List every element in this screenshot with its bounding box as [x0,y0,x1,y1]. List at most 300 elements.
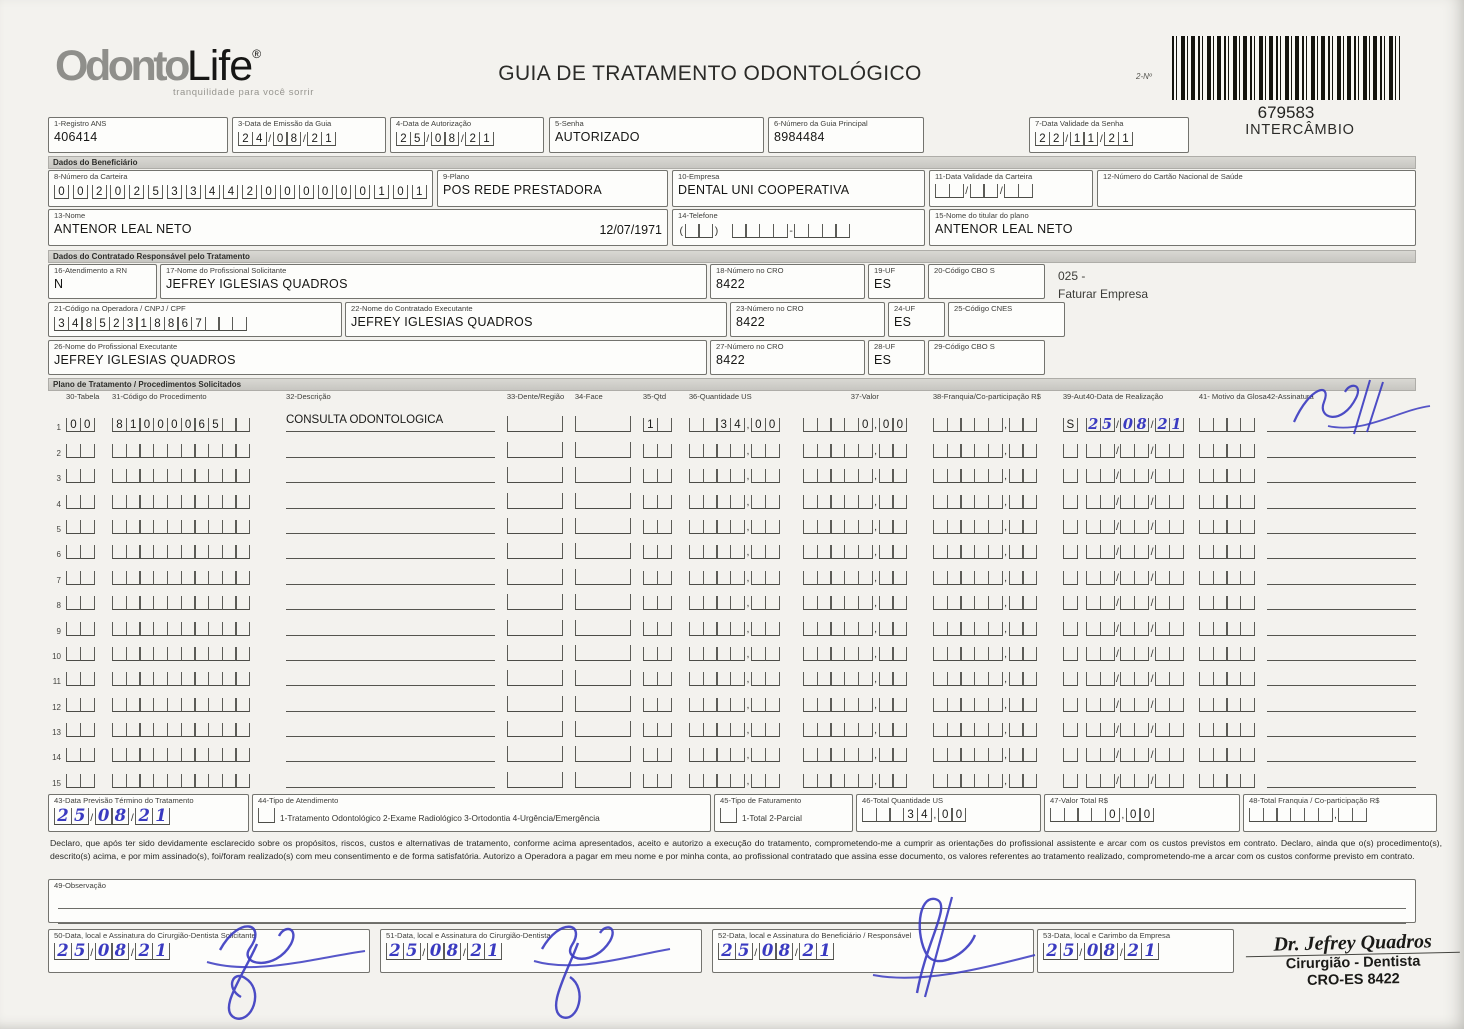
digit-cell: 2 [54,808,72,825]
digit-cell [1063,723,1078,737]
separator: / [1116,419,1119,432]
digit-cell [1063,545,1078,559]
digit-cell [858,672,873,686]
field-19-uf[interactable] [868,264,925,299]
valor-boxes [803,698,927,712]
digit-cell [892,495,907,509]
digit-cell: 0 [95,943,113,960]
field-value: N [54,276,64,291]
field-28-uf[interactable] [868,340,925,375]
digit-cell [1240,698,1255,712]
digit-cell: 0 [299,185,314,199]
digit-boxes [54,185,427,199]
separator: / [1150,597,1154,610]
field-20-codigo-cbo[interactable] [928,264,1045,299]
separator: / [1150,774,1154,787]
digit-cell [1022,495,1037,509]
separator: / [1099,132,1103,145]
motivo-glosa-boxes [1199,596,1261,610]
row-number: 5 [56,524,61,534]
assinatura-cell[interactable] [1267,694,1416,712]
digit-cell: 0 [181,418,196,432]
field-22-contratado-executante[interactable] [345,302,727,337]
table-row[interactable] [48,686,1416,711]
codigo-boxes [112,495,276,509]
field-6-numero-guia-principal[interactable] [768,117,924,153]
descricao-line [286,770,495,788]
row-number: 10 [52,651,61,661]
field-21-codigo-operadora[interactable] [48,302,342,337]
qtd-boxes [643,622,681,636]
table-row[interactable] [48,712,1416,737]
digit-cell [1240,647,1255,661]
dentist-stamp [1245,930,1460,991]
assinatura-cell[interactable] [1267,541,1416,559]
digit-cell [765,647,780,661]
digit-cell [988,723,1003,737]
field-16-atendimento-rn[interactable] [48,264,157,299]
field-value: DENTAL UNI COOPERATIVA [678,182,850,197]
face-box [575,467,631,483]
table-row[interactable] [48,585,1416,610]
billing-note-code: 025 - [1058,269,1086,283]
digit-cell [657,596,672,610]
digit-cell [765,545,780,559]
separator: / [1116,749,1119,762]
digit-cell: 5 [95,317,110,331]
separator: / [1079,946,1083,959]
digit-cell: 0 [66,418,81,432]
digit-cell [892,647,907,661]
digit-cell [657,774,672,788]
digit-cell [1022,469,1037,483]
field-14-telefone[interactable] [672,209,925,246]
digit-cell: 0 [95,808,113,825]
field-12-cartao-nacional-saude[interactable] [1097,170,1416,207]
field-29-codigo-cbo[interactable] [928,340,1045,375]
assinatura-cell[interactable] [1267,643,1416,661]
franquia-boxes [933,723,1057,737]
valor-boxes [803,545,927,559]
digit-cell [1134,495,1149,509]
field-51-assinatura-dentista[interactable] [380,929,702,973]
digit-cell [892,748,907,762]
quantidade-us-boxes [689,672,797,686]
motivo-glosa-boxes [1199,495,1261,509]
barcode-number: 679583 [1257,103,1315,122]
field-17-profissional-solicitante[interactable] [160,264,707,299]
tipo-atendimento-options: 1-Tratamento Odontológico 2-Exame Radiológico 3-Ortodontia 4-Urgência/Emergência [280,812,600,823]
digit-cell: 6 [177,317,192,331]
digit-cell: 2 [135,808,153,825]
aut-box [1063,571,1081,585]
digit-cell: 2 [799,943,817,960]
dente-box [507,442,563,458]
row-number: 9 [56,626,61,636]
field-10-empresa[interactable] [672,170,925,207]
separator: / [1150,622,1154,635]
digit-cell [773,224,788,238]
separator: , [1004,774,1008,787]
descricao-line [286,541,495,559]
dente-box [507,772,563,788]
table-row[interactable] [48,737,1416,762]
field-value: 8422 [716,276,746,291]
digit-cell [1134,545,1149,559]
col-header-data-realizacao: 40-Data de Realização [1085,392,1164,401]
digit-cell [730,495,745,509]
digit-cell [765,774,780,788]
guide-number-label: 2-Nº [1136,72,1152,81]
table-row[interactable] [48,432,1416,457]
separator: , [746,673,750,686]
table-row[interactable] [48,762,1416,787]
digit-cell [235,622,250,636]
separator: / [1116,622,1119,635]
face-box [575,620,631,636]
separator: , [1334,808,1337,821]
field-label: 4-Data de Autorização [396,120,472,128]
digit-cell: 8 [1100,943,1118,960]
separator: / [90,811,94,824]
digit-cell: 1 [1169,418,1184,432]
digit-cell: 2 [238,132,253,146]
digit-cell: 0 [1084,943,1102,960]
tipo-faturamento-checkbox[interactable] [720,808,737,823]
field-1-registro-ans[interactable] [48,117,228,153]
tipo-atendimento-checkbox[interactable] [258,808,275,823]
table-row[interactable] [48,559,1416,584]
table-row[interactable] [48,610,1416,635]
assinatura-cell[interactable] [1267,516,1416,534]
face-box [575,543,631,559]
digit-cell [1063,647,1078,661]
assinatura-line [1267,465,1416,483]
assinatura-cell[interactable] [1267,567,1416,585]
digit-cell [730,596,745,610]
digit-cell: 1 [412,185,427,199]
digit-cell [858,596,873,610]
digit-cell [80,596,95,610]
digit-cell [1240,520,1255,534]
descricao-line [286,694,495,712]
separator: , [746,749,750,762]
franquia-boxes [933,444,1057,458]
field-46-total-quantidade-us[interactable] [856,794,1041,832]
codigo-boxes [112,520,276,534]
digit-cell: 8 [112,418,127,432]
digit-cell [698,224,713,238]
field-23-numero-cro[interactable] [730,302,885,337]
field-11-data-validade-carteira[interactable] [929,170,1093,207]
qtd-boxes [643,418,681,432]
digit-cell: 8 [111,808,129,825]
digit-cell: 8 [444,132,459,146]
digit-cell: 1 [816,943,834,960]
digit-cell [1240,774,1255,788]
assinatura-line [1267,440,1416,458]
digit-cell [1100,647,1115,661]
assinatura-line [1267,516,1416,534]
assinatura-cell[interactable] [1267,770,1416,788]
motivo-glosa-boxes [1199,672,1261,686]
assinatura-cell[interactable] [1267,719,1416,737]
digit-cell: 0 [938,808,953,822]
field-label: 5-Senha [555,120,584,128]
assinatura-cell[interactable] [1267,668,1416,686]
qtd-boxes [643,520,681,534]
beneficiary-birthdate: 12/07/1971 [599,222,662,237]
digit-boxes [1249,808,1367,822]
digit-cell: 8 [81,317,96,331]
digit-cell: 0 [892,418,907,432]
tabela-boxes [66,545,104,559]
assinatura-cell[interactable] [1267,414,1416,432]
digit-cell [1100,571,1115,585]
digit-cell [988,418,1003,432]
digit-boxes [935,184,1033,198]
quantidade-us-boxes [689,571,797,585]
field-13-nome[interactable] [48,209,668,246]
data-realizacao-boxes [1086,774,1194,788]
franquia-boxes [933,672,1057,686]
digit-cell: 1 [643,418,658,432]
separator: , [746,444,750,457]
assinatura-line [1267,694,1416,712]
digit-cell [765,520,780,534]
digit-cell [858,545,873,559]
field-value: 406414 [54,129,98,144]
tabela-boxes [66,444,104,458]
descricao-line [286,668,495,686]
digit-cell [892,723,907,737]
aut-box [1063,647,1081,661]
field-24-uf[interactable] [888,302,945,337]
descricao-line [286,567,495,585]
motivo-glosa-boxes [1199,622,1261,636]
assinatura-cell[interactable] [1267,491,1416,509]
table-row[interactable] [48,509,1416,534]
codigo-boxes [112,647,276,661]
qtd-boxes [643,469,681,483]
franquia-boxes [933,469,1057,483]
digit-cell: 1 [152,808,170,825]
tabela-boxes [66,723,104,737]
digit-cell [1169,520,1184,534]
separator: , [1004,419,1008,432]
data-realizacao-boxes [1086,444,1194,458]
digit-cell: 4 [252,132,267,146]
digit-cell: 0 [1105,808,1120,822]
digit-cell [765,571,780,585]
field-47-valor-total[interactable] [1044,794,1240,832]
digit-cell: 8 [164,317,179,331]
field-label: 7-Data Validade da Senha [1035,120,1124,128]
quantidade-us-boxes [689,596,797,610]
digit-cell: 1 [152,943,170,960]
digit-cell [1134,622,1149,636]
valor-boxes [803,571,927,585]
separator: , [1004,571,1008,584]
digit-cell [730,698,745,712]
digit-cell: 0 [280,185,295,199]
digit-cell [1318,808,1333,822]
col-header-descricao: 32-Descrição [286,392,331,401]
field-9-plano[interactable] [437,170,668,207]
digit-cell [1169,622,1184,636]
field-3-data-emissao[interactable] [232,117,386,153]
assinatura-cell[interactable] [1267,618,1416,636]
separator: , [874,774,878,787]
digit-cell [858,774,873,788]
digit-cell: 0 [1126,808,1141,822]
digit-cell [80,520,95,534]
digit-cell [988,647,1003,661]
field-label: 29-Código CBO S [934,343,995,351]
digit-cell [730,647,745,661]
digit-boxes [1050,808,1154,822]
field-7-data-validade-senha[interactable] [1029,117,1189,153]
digit-cell [235,672,250,686]
field-52-assinatura-beneficiario[interactable] [712,929,1034,973]
digit-cell [988,672,1003,686]
separator: , [1004,546,1008,559]
codigo-boxes [112,469,276,483]
section-plano-tratamento: Plano de Tratamento / Procedimentos Solicitados [48,378,1416,391]
franquia-boxes [933,545,1057,559]
quantidade-us-boxes [689,469,797,483]
digit-cell [892,520,907,534]
assinatura-cell[interactable] [1267,592,1416,610]
table-row[interactable] [48,534,1416,559]
digit-cell: S [1063,418,1078,432]
stamp-title: Cirurgião - Dentista [1246,952,1460,974]
col-header-valor: 37-Valor [850,392,879,401]
digit-boxes [862,808,966,822]
digit-cell: 8 [775,943,793,960]
face-box [575,670,631,686]
digit-cell [1134,596,1149,610]
descricao-line [286,491,495,509]
codigo-boxes [112,571,276,585]
dente-box [507,620,563,636]
separator: / [754,946,758,959]
table-row[interactable] [48,636,1416,661]
tabela-boxes [66,596,104,610]
field-8-numero-carteira[interactable] [48,170,433,207]
table-row[interactable] [48,483,1416,508]
valor-boxes [803,469,927,483]
assinatura-line [1267,770,1416,788]
dente-box [507,518,563,534]
franquia-boxes [933,571,1057,585]
digit-cell [730,444,745,458]
table-row[interactable] [48,407,1416,432]
digit-cell: 0 [879,418,894,432]
field-18-numero-cro[interactable] [710,264,865,299]
field-label: 21-Código na Operadora / CNPJ / CPF [54,305,186,313]
logo-registered-mark: ® [252,47,262,61]
aut-box [1063,520,1081,534]
franquia-boxes [933,622,1057,636]
field-label: 8-Número da Carteira [54,173,128,181]
digit-cell [1100,444,1115,458]
digit-cell: 0 [73,185,88,199]
field-value: ES [874,276,892,291]
dente-box [507,721,563,737]
digit-cell: 5 [208,418,223,432]
assinatura-cell[interactable] [1267,465,1416,483]
field-50-assinatura-solicitante[interactable] [48,929,370,973]
digit-cell [1134,723,1149,737]
assinatura-cell[interactable] [1267,744,1416,762]
aut-box [1063,596,1081,610]
field-48-total-franquia[interactable] [1243,794,1437,832]
separator: / [426,132,430,145]
field-25-codigo-cnes[interactable] [948,302,1065,337]
digit-cell [835,224,850,238]
field-15-nome-titular-plano[interactable] [929,209,1416,246]
field-53-carimbo-empresa[interactable] [1037,929,1234,973]
motivo-glosa-boxes [1199,774,1261,788]
table-row[interactable] [48,661,1416,686]
digit-cell: 0 [393,185,408,199]
separator: , [874,749,878,762]
digit-cell [988,520,1003,534]
field-44-tipo-atendimento[interactable] [252,794,711,832]
digit-cell [1100,622,1115,636]
quantidade-us-boxes [689,748,797,762]
assinatura-line [1267,643,1416,661]
table-row[interactable] [48,458,1416,483]
digit-cell [1134,748,1149,762]
field-value: JEFREY IGLESIAS QUADROS [351,314,533,329]
separator: , [874,698,878,711]
field-label: 18-Número no CRO [716,267,784,275]
field-27-numero-cro[interactable] [710,340,865,375]
digit-cell [1018,184,1033,198]
qtd-boxes [643,571,681,585]
field-49-observacao[interactable] [48,879,1416,923]
separator: / [1116,673,1119,686]
digit-cell [858,469,873,483]
field-label: 25-Código CNES [954,305,1013,313]
row-number: 11 [52,677,61,687]
digit-cell: 1 [374,185,389,199]
quantidade-us-boxes [689,647,797,661]
digit-cell: 6 [194,418,209,432]
digit-cell: 4 [730,418,745,432]
motivo-glosa-boxes [1199,444,1261,458]
field-43-data-previsao-termino[interactable] [48,794,249,832]
field-4-data-autorizacao[interactable] [390,117,544,153]
digit-cell [858,444,873,458]
assinatura-line [1267,719,1416,737]
col-header-franquia: 38-Franquia/Co-participação R$ [932,392,1041,401]
field-5-senha[interactable] [549,117,764,153]
codigo-boxes [112,622,276,636]
descricao-line [286,744,495,762]
assinatura-cell[interactable] [1267,440,1416,458]
field-26-profissional-executante[interactable] [48,340,707,375]
field-45-tipo-faturamento[interactable] [714,794,853,832]
digit-cell: 0 [427,943,445,960]
quantidade-us-boxes [689,520,797,534]
digit-cell [1100,748,1115,762]
tabela-boxes [66,469,104,483]
aut-box [1063,672,1081,686]
separator: , [746,571,750,584]
